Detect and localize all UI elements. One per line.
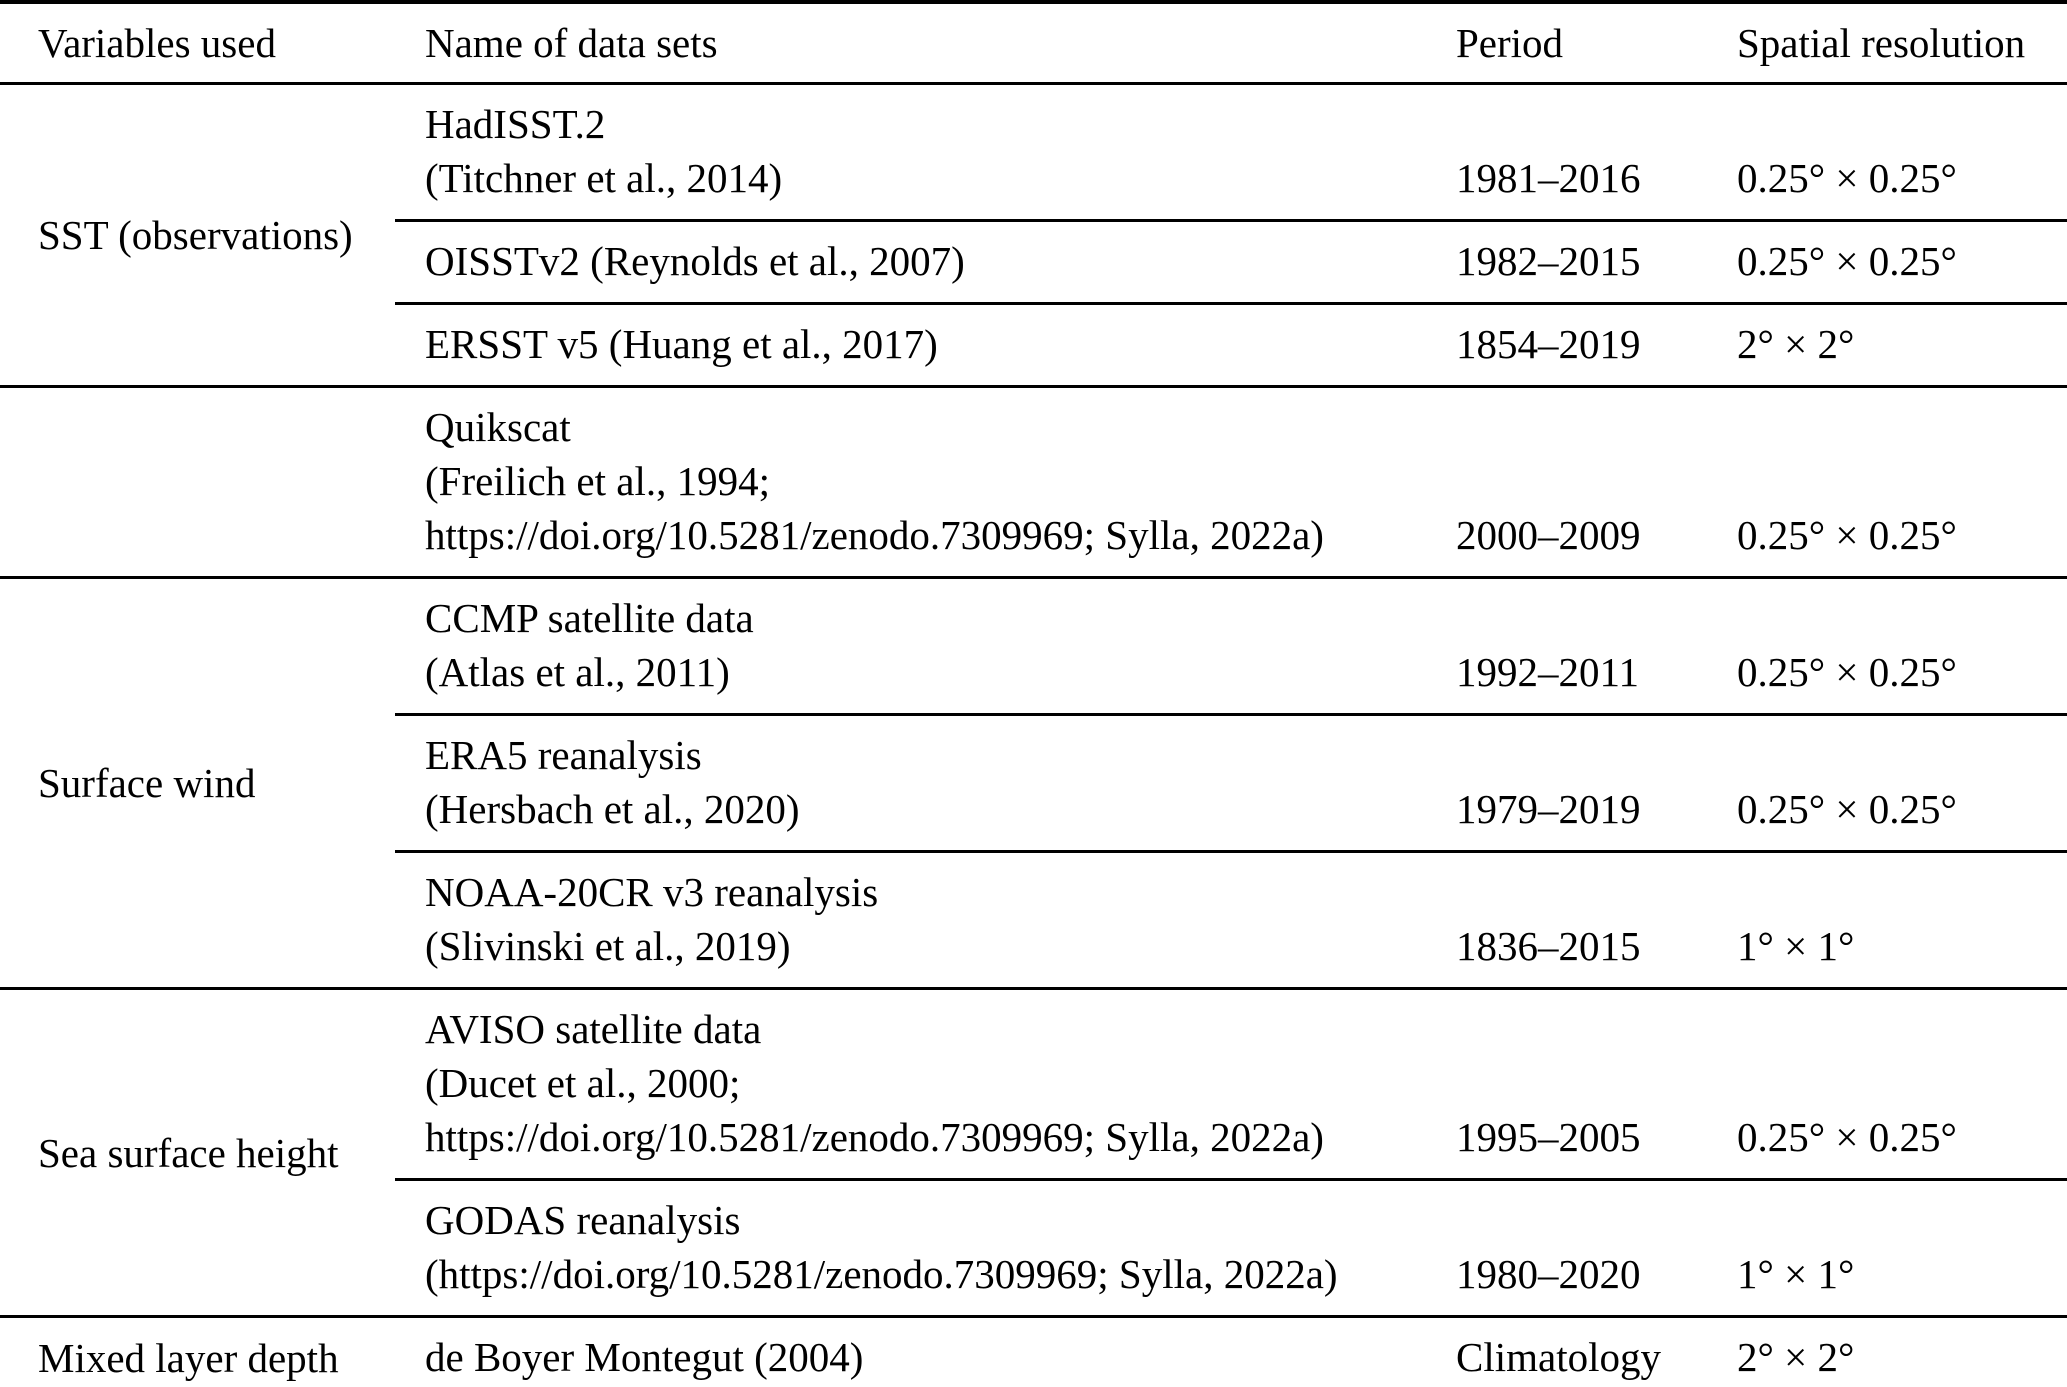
resolution-cell: 1° × 1° — [1737, 1251, 1855, 1297]
period-cell: 1995–2005 — [1456, 989, 1737, 1180]
resolution-cell: 0.25° × 0.25° — [1737, 221, 2067, 304]
table-row — [0, 989, 2067, 1180]
dataset-name-line: ERSST v5 (Huang et al., 2017) — [425, 321, 938, 367]
variable-group — [0, 387, 2067, 578]
header-period: Period — [1456, 2, 1737, 84]
dataset-name-cell — [395, 304, 1456, 387]
resolution-cell: 1° × 1° — [1737, 923, 1855, 969]
dataset-name-cell — [395, 578, 1456, 715]
dataset-name-line: ERA5 reanalysis — [425, 732, 702, 778]
dataset-name-line: HadISST.2 — [425, 101, 606, 147]
table-header — [0, 2, 2067, 84]
resolution-cell: 0.25° × 0.25° — [1737, 84, 2067, 221]
resolution-cell: 0.25° × 0.25° — [1737, 512, 1957, 558]
variable-cell: SST (observations) — [38, 212, 353, 258]
header-spatial-resolution: Spatial resolution — [1737, 2, 2067, 84]
table-row — [0, 84, 2067, 221]
dataset-name-line: AVISO satellite data — [425, 1006, 762, 1052]
dataset-name-cell — [395, 1180, 1456, 1317]
dataset-name-cell — [395, 852, 1456, 989]
resolution-cell: 0.25° × 0.25° — [1737, 989, 2067, 1180]
dataset-name-line: (Ducet et al., 2000; — [425, 1060, 741, 1106]
variable-cell: Surface wind — [38, 760, 256, 806]
dataset-name-line: NOAA-20CR v3 reanalysis — [425, 869, 879, 915]
dataset-name-cell — [395, 84, 1456, 221]
resolution-cell: 2° × 2° — [1737, 321, 1855, 367]
dataset-name-cell — [395, 1317, 1456, 1387]
dataset-name-line: (Freilich et al., 1994; — [425, 458, 770, 504]
dataset-name-line: (Atlas et al., 2011) — [425, 649, 730, 695]
dataset-name-line: https://doi.org/10.5281/zenodo.7309969; Sylla, 2022a) — [425, 512, 1324, 558]
dataset-name-line: (Slivinski et al., 2019) — [425, 923, 791, 969]
period-cell: 1981–2016 — [1456, 84, 1737, 221]
dataset-name-line: (Titchner et al., 2014) — [425, 155, 783, 201]
variable-group — [0, 1317, 2067, 1387]
resolution-cell: 0.25° × 0.25° — [1737, 578, 2067, 715]
period-cell: 1854–2019 — [1456, 321, 1641, 367]
resolution-cell: 2° × 2° — [1737, 1334, 1855, 1380]
period-cell: 1979–2019 — [1456, 715, 1737, 852]
header-row — [0, 2, 2067, 84]
dataset-name-line: https://doi.org/10.5281/zenodo.7309969; Sylla, 2022a) — [425, 1114, 1324, 1160]
period-cell: 1836–2015 — [1456, 923, 1641, 969]
variable-cell: Sea surface height — [38, 1129, 339, 1176]
header-name-of-data-sets: Name of data sets — [395, 2, 1456, 84]
variable-group — [0, 84, 2067, 387]
resolution-cell: 0.25° × 0.25° — [1737, 715, 2067, 852]
table-row — [0, 578, 2067, 715]
table-row — [0, 1317, 2067, 1387]
dataset-name-line: CCMP satellite data — [425, 595, 754, 641]
period-cell: 1980–2020 — [1456, 1251, 1641, 1297]
header-variables-used: Variables used — [0, 2, 395, 84]
period-cell: 1982–2015 — [1456, 221, 1737, 304]
period-cell: 1992–2011 — [1456, 578, 1737, 715]
dataset-name-line: (Hersbach et al., 2020) — [425, 786, 800, 832]
dataset-name-cell — [395, 387, 1456, 578]
dataset-name-line: de Boyer Montegut (2004) — [425, 1334, 864, 1380]
variable-cell — [0, 387, 395, 578]
period-cell: Climatology — [1456, 1334, 1661, 1380]
table-row — [0, 387, 2067, 578]
dataset-name-line: OISSTv2 (Reynolds et al., 2007) — [425, 238, 965, 284]
dataset-name-line: Quikscat — [425, 404, 571, 450]
period-cell: 2000–2009 — [1456, 512, 1641, 558]
variable-group — [0, 578, 2067, 989]
dataset-name-cell — [395, 715, 1456, 852]
dataset-name-cell — [395, 989, 1456, 1180]
dataset-name-line: (https://doi.org/10.5281/zenodo.7309969; Sylla, 2022a) — [425, 1251, 1338, 1297]
variable-group — [0, 989, 2067, 1317]
dataset-name-cell — [395, 221, 1456, 304]
variable-cell: Mixed layer depth — [38, 1335, 339, 1381]
dataset-name-line: GODAS reanalysis — [425, 1197, 741, 1243]
